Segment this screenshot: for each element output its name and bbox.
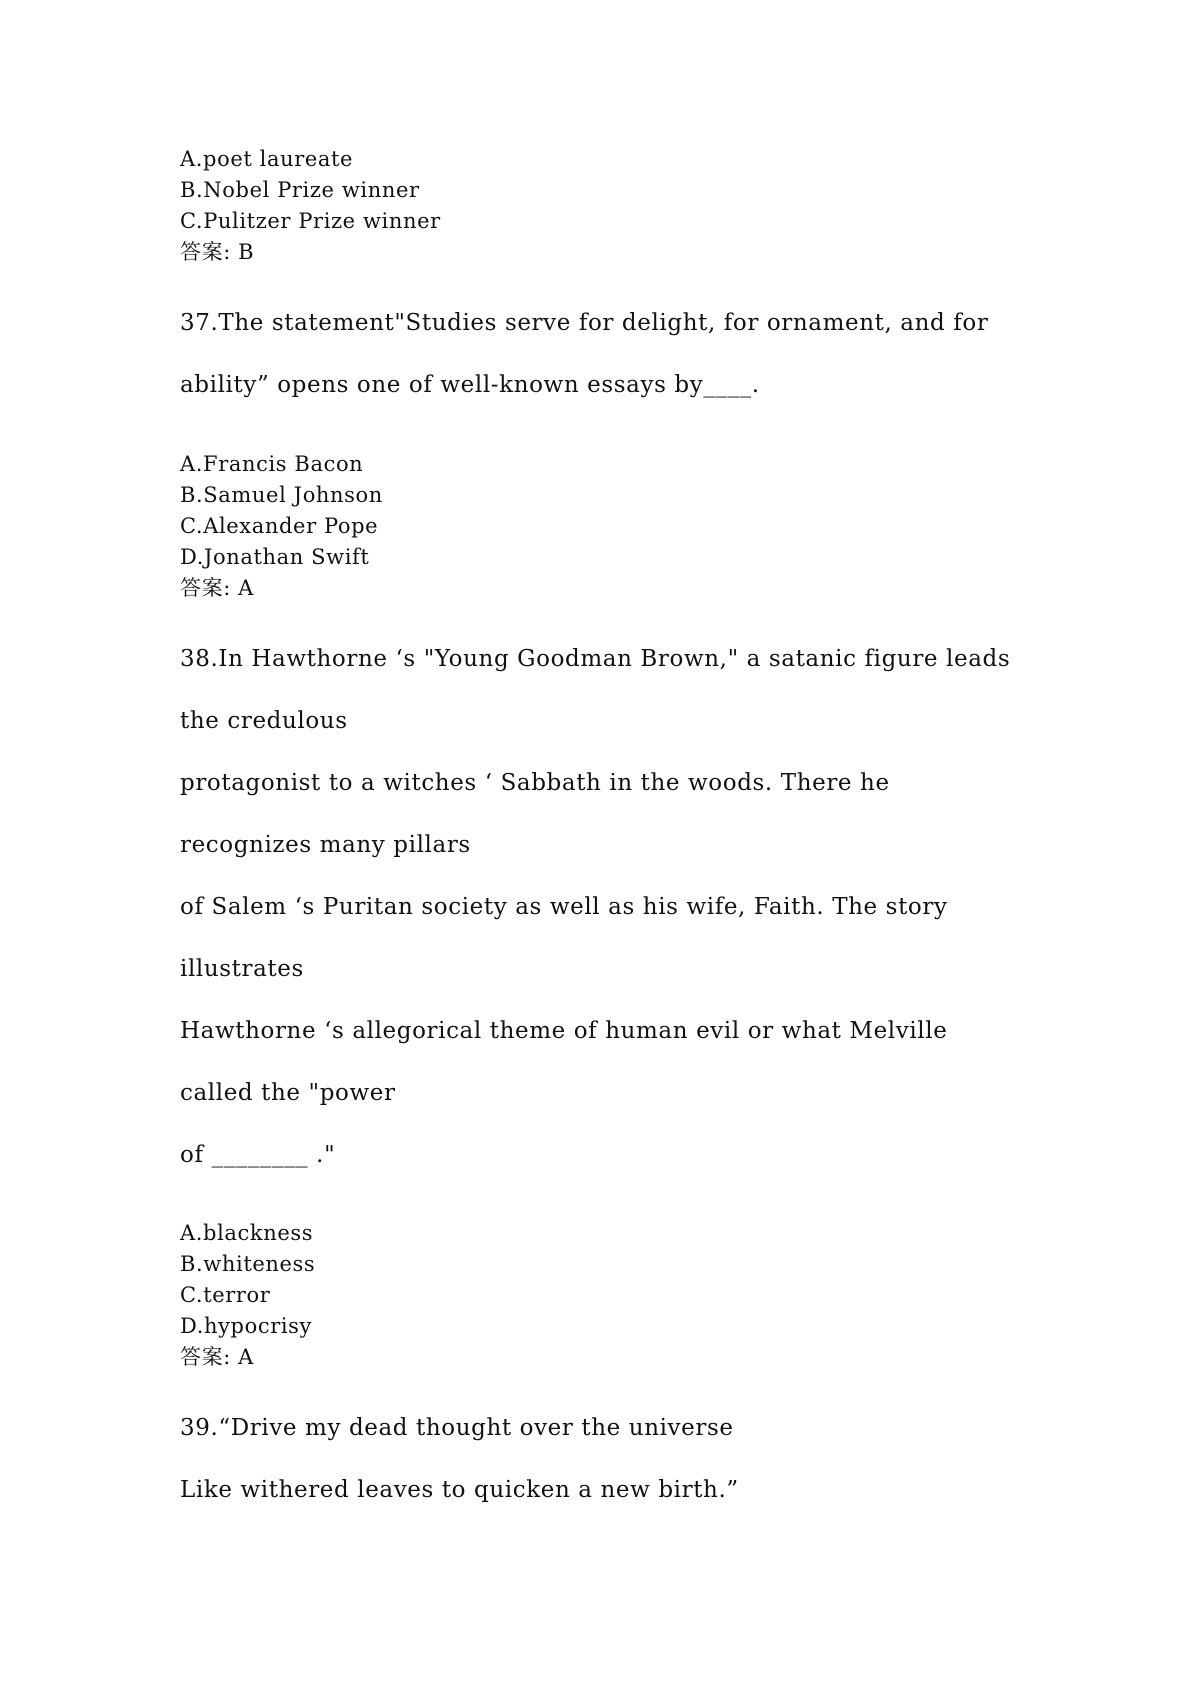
q38-option-d: D.hypocrisy [180, 1314, 312, 1338]
q39-line-1: 39.“Drive my dead thought over the universe [180, 1415, 734, 1441]
q38-option-b: B.whiteness [180, 1252, 316, 1276]
prev-option-b: B.Nobel Prize winner [180, 178, 420, 202]
q37-option-b: B.Samuel Johnson [180, 483, 383, 507]
q37-line-1: 37.The statement"Studies serve for delight, for ornament, and for [180, 310, 989, 336]
q38-line-8: called the "power [180, 1080, 396, 1106]
q38-line-3: protagonist to a witches ‘ Sabbath in the woods. There he [180, 770, 890, 796]
q38-line-4: recognizes many pillars [180, 832, 471, 858]
q38-line-1: 38.In Hawthorne ‘s "Young Goodman Brown," a satanic figure leads [180, 646, 1011, 672]
q37-answer: 答案: A [180, 576, 254, 600]
q38-line-5: of Salem ‘s Puritan society as well as his wife, Faith. The story [180, 894, 948, 920]
q39-line-2: Like withered leaves to quicken a new birth.” [180, 1477, 739, 1503]
q38-line-7: Hawthorne ‘s allegorical theme of human evil or what Melville [180, 1018, 948, 1044]
q38-line-2: the credulous [180, 708, 348, 734]
q38-line-9: of ________ ." [180, 1142, 336, 1168]
q37-option-c: C.Alexander Pope [180, 514, 379, 538]
q38-option-a: A.blackness [180, 1221, 314, 1245]
prev-option-a: A.poet laureate [180, 147, 354, 171]
q37-option-d: D.Jonathan Swift [180, 545, 370, 569]
q38-option-c: C.terror [180, 1283, 271, 1307]
q38-line-6: illustrates [180, 956, 304, 982]
q38-answer: 答案: A [180, 1345, 254, 1369]
q37-line-2: ability” opens one of well-known essays by____. [180, 372, 760, 398]
q37-option-a: A.Francis Bacon [180, 452, 364, 476]
prev-option-c: C.Pulitzer Prize winner [180, 209, 441, 233]
prev-answer: 答案: B [180, 240, 255, 264]
